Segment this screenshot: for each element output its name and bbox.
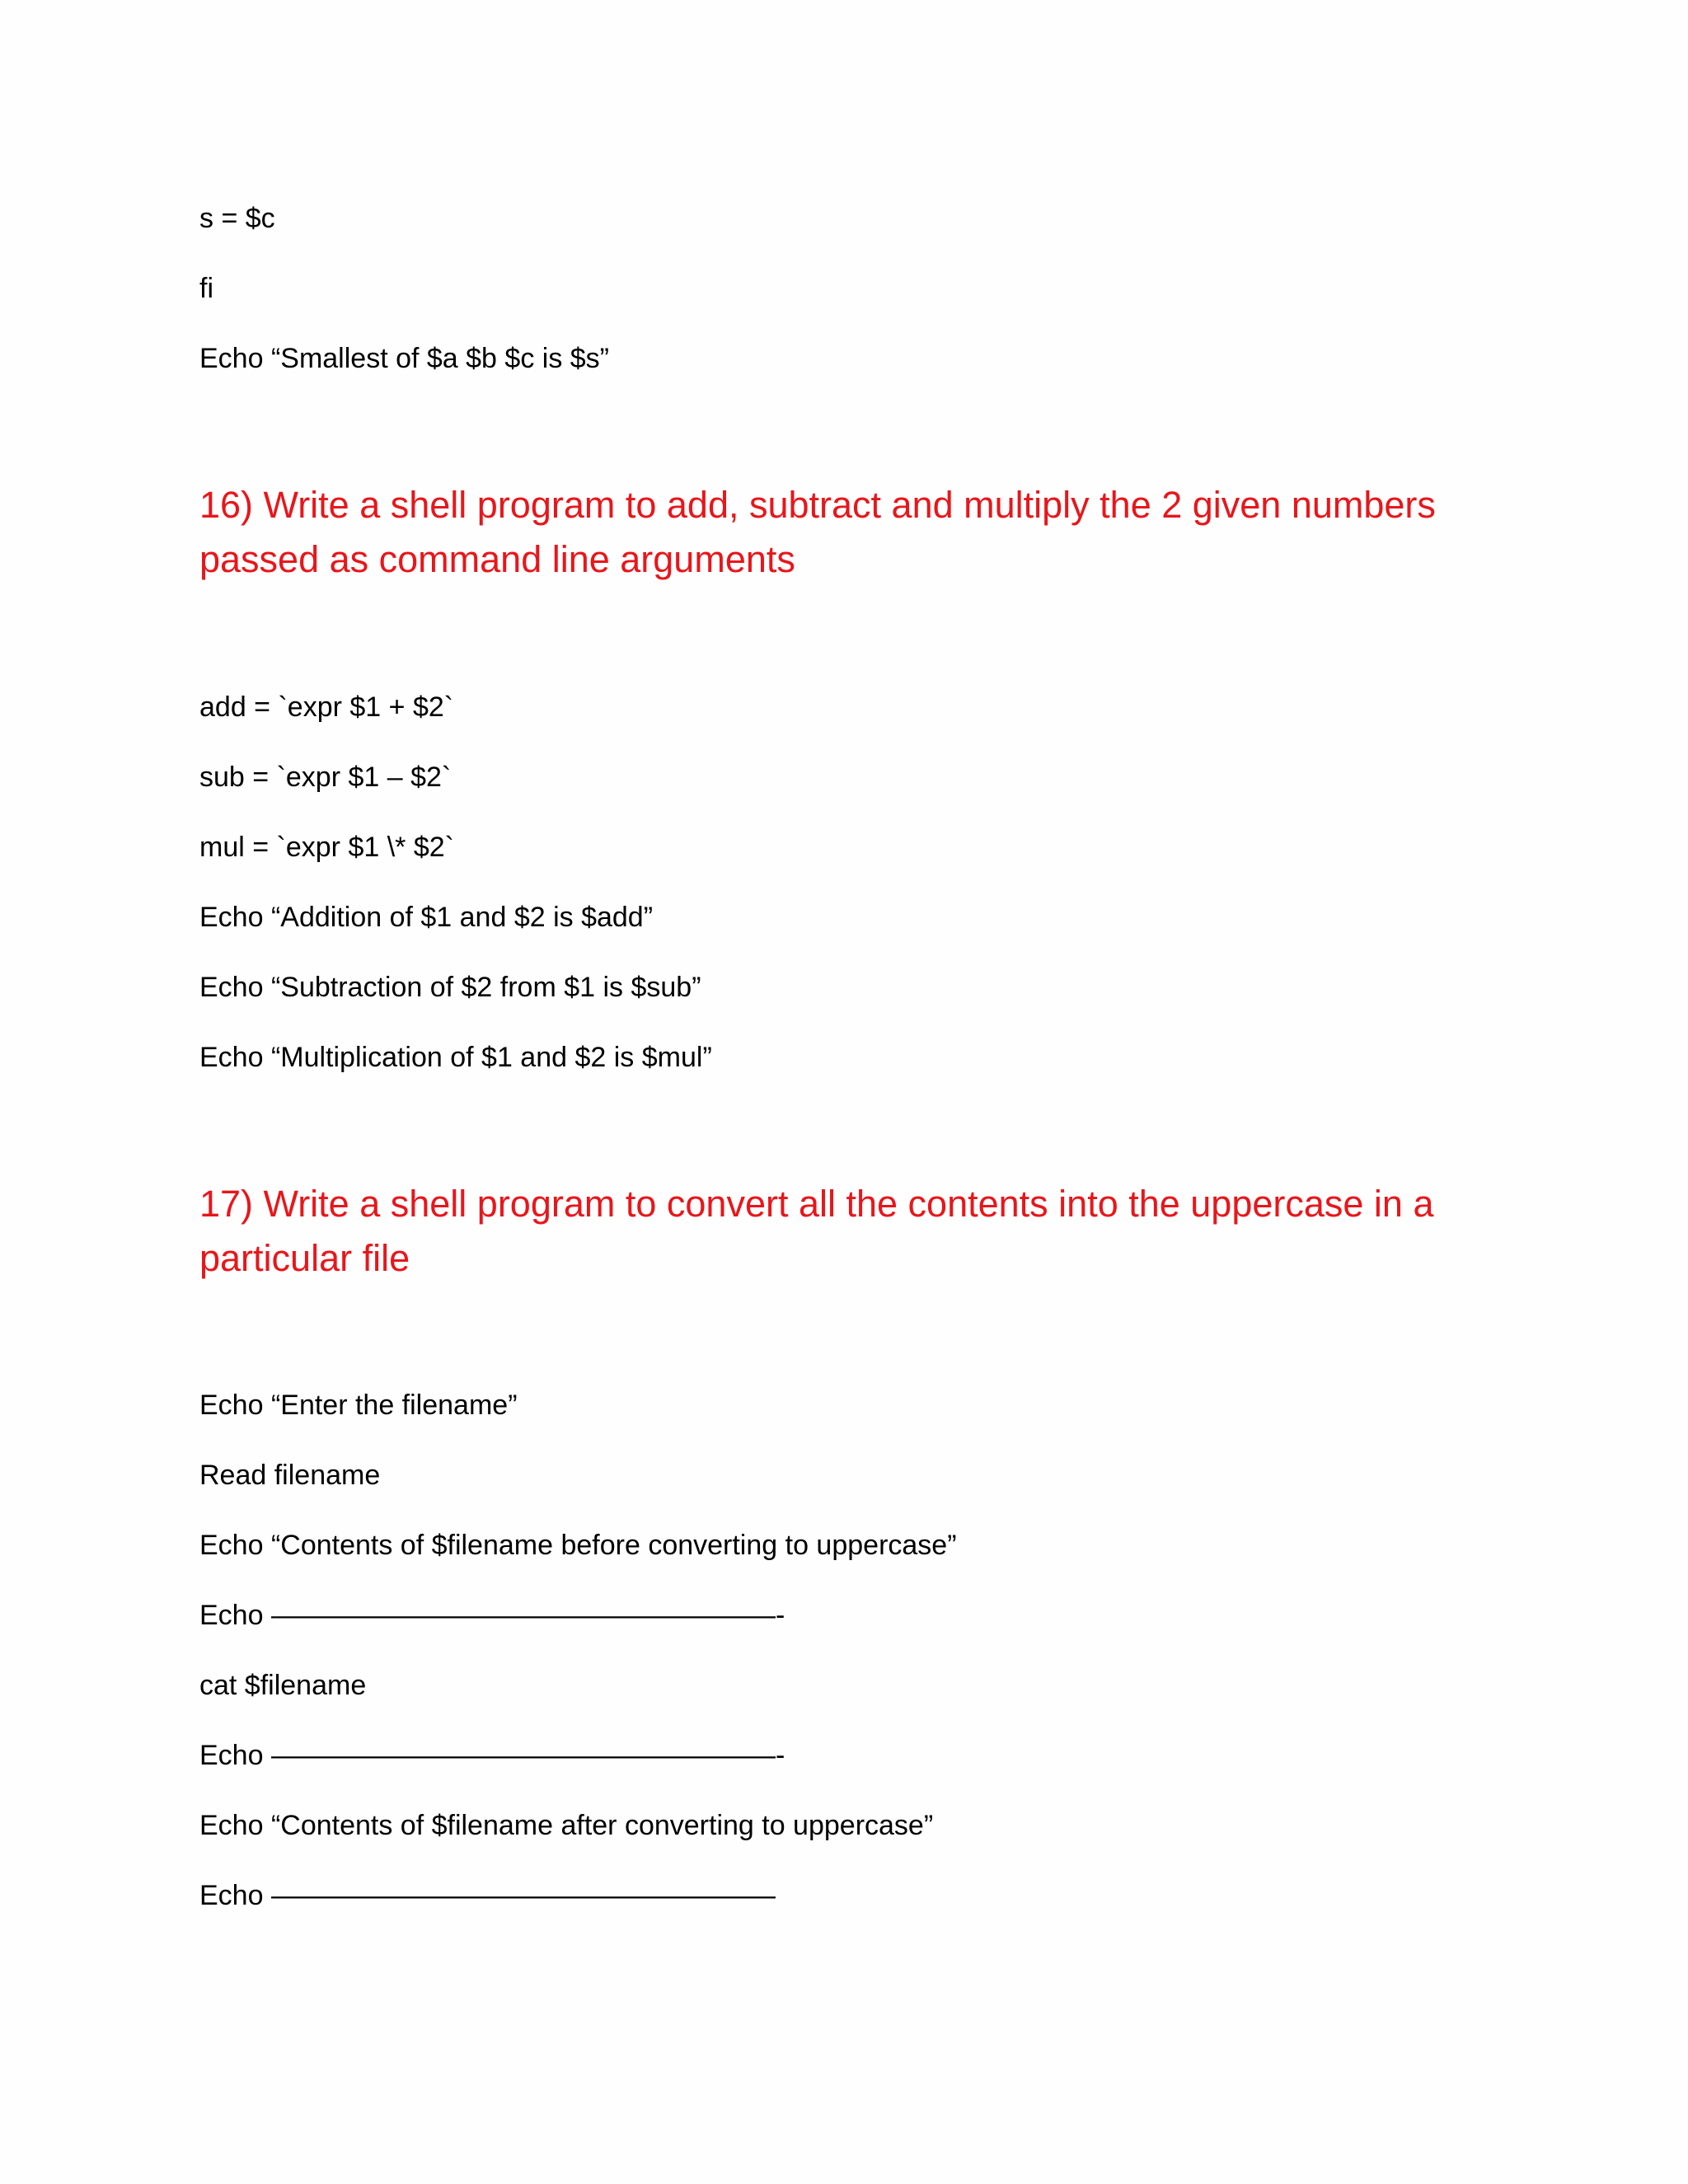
code-line-echo-smallest: Echo “Smallest of $a $b $c is $s” (199, 343, 610, 374)
section-16-heading (199, 478, 1485, 587)
code-line-read-filename: Read filename (199, 1460, 381, 1491)
section-16-heading-line-2: passed as command line arguments (199, 538, 795, 580)
code-line-echo-enter-filename: Echo “Enter the filename” (199, 1390, 518, 1421)
code-line-echo-before: Echo “Contents of $filename before converting to uppercase” (199, 1530, 957, 1561)
code-line-echo-separator: Echo ——————————————————- (199, 1740, 785, 1771)
code-line-echo-after: Echo “Contents of $filename after converting to uppercase” (199, 1810, 934, 1841)
code-line-cat-filename: cat $filename (199, 1670, 367, 1701)
code-line-echo-separator: Echo ——————————————————- (199, 1600, 785, 1631)
code-line-add: add = `expr $1 + $2` (199, 691, 454, 723)
code-line-mul: mul = `expr $1 \* $2` (199, 832, 454, 863)
code-line-sub: sub = `expr $1 – $2` (199, 762, 452, 793)
code-line-fi: fi (199, 273, 213, 304)
code-line-assign-s: s = $c (199, 203, 275, 234)
code-line-echo-subtraction: Echo “Subtraction of $2 from $1 is $sub” (199, 972, 701, 1003)
section-17-heading-line-2: particular file (199, 1237, 410, 1279)
section-17-heading-line-1: 17) Write a shell program to convert all the contents into the uppercase in a (199, 1183, 1434, 1225)
code-line-echo-multiplication: Echo “Multiplication of $1 and $2 is $mul” (199, 1042, 712, 1073)
section-17-heading (199, 1177, 1485, 1286)
section-16-heading-line-1: 16) Write a shell program to add, subtract and multiply the 2 given numbers (199, 484, 1436, 526)
code-line-echo-addition: Echo “Addition of $1 and $2 is $add” (199, 902, 654, 933)
code-line-echo-separator: Echo —————————————————— (199, 1880, 776, 1911)
